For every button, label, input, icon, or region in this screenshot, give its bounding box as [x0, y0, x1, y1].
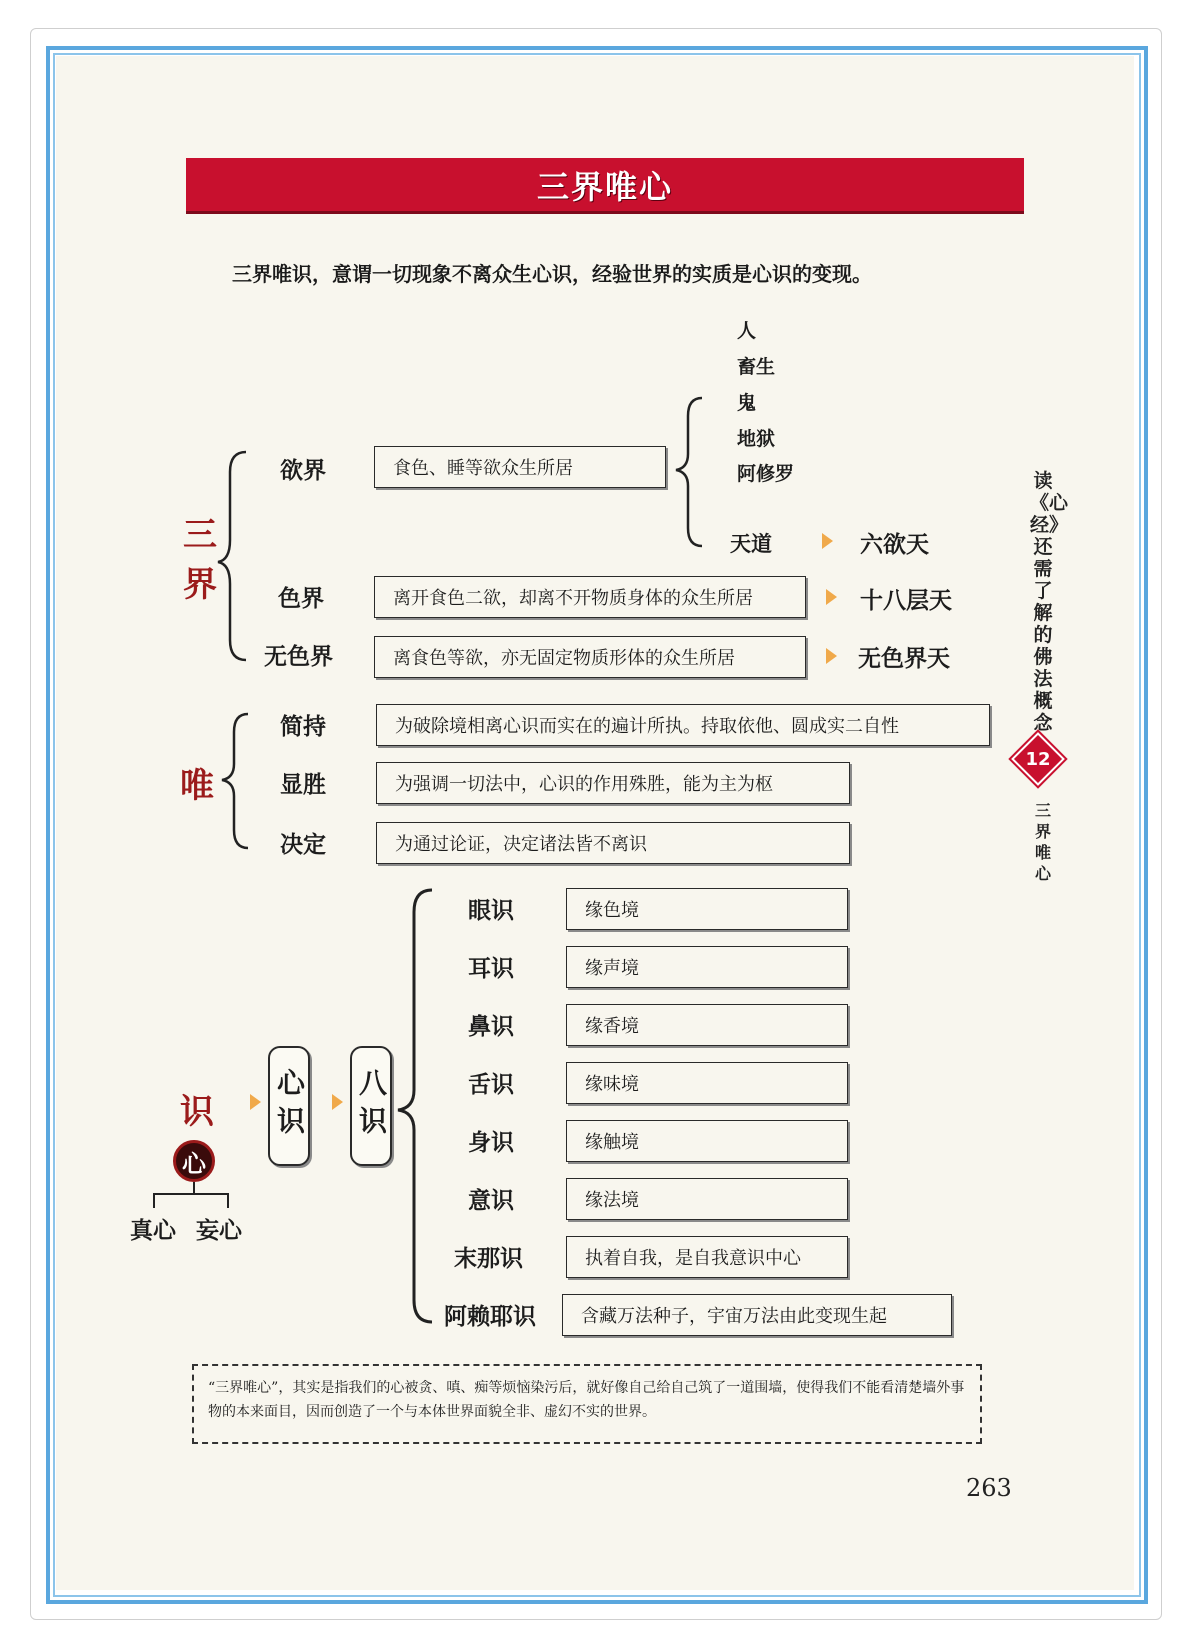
- wei-item-name: 简持: [280, 714, 326, 740]
- shi-item-name: 末那识: [454, 1246, 523, 1272]
- shi-desc-box: 缘法境: [566, 1178, 848, 1220]
- bashi-text: 八识: [355, 1068, 388, 1144]
- page-number: 263: [966, 1474, 1012, 1502]
- realm-name: 色界: [278, 586, 324, 612]
- being-item: 鬼: [737, 392, 757, 414]
- arrow-right-icon: [826, 589, 837, 605]
- wei-item-name: 决定: [280, 832, 326, 858]
- xin-circle: 心: [173, 1140, 215, 1182]
- arrow-right-icon: [250, 1094, 261, 1110]
- shi-desc-box: 缘声境: [566, 946, 848, 988]
- bashi-brace: [398, 890, 432, 1322]
- bashi-box: [350, 1046, 392, 1166]
- arrow-right-icon: [332, 1094, 343, 1110]
- being-item: 畜生: [737, 356, 776, 378]
- xinshi-box: [268, 1046, 310, 1166]
- arrow-right-icon: [826, 648, 837, 664]
- wei-desc-box: 为破除境相离心识而实在的遍计所执。持取依他、圆成实二自性: [376, 704, 990, 746]
- wei-item-name: 显胜: [280, 772, 326, 798]
- being-item: 天道: [730, 532, 772, 556]
- realm-desc-box: 食色、睡等欲众生所居: [374, 446, 666, 488]
- sidebar-title: 读《心经》还需了解的佛法概念: [1030, 470, 1069, 734]
- sanjie-brace: [218, 452, 246, 660]
- realm-result: 无色界天: [858, 646, 950, 672]
- xin-branch: 真心: [130, 1218, 176, 1244]
- page-title: 三界唯心: [536, 167, 673, 206]
- shi-label: 识: [180, 1092, 214, 1132]
- arrow-right-icon: [822, 533, 833, 549]
- wei-label: 唯: [180, 766, 214, 806]
- shi-item-name: 眼识: [468, 898, 514, 924]
- shi-item-name: 意识: [468, 1188, 514, 1214]
- chapter-number: 12: [1025, 748, 1051, 770]
- realm-desc-box: 离食色等欲，亦无固定物质形体的众生所居: [374, 636, 806, 678]
- shi-desc-box: 执着自我，是自我意识中心: [566, 1236, 848, 1278]
- shi-item-name: 鼻识: [468, 1014, 514, 1040]
- wei-desc-box: 为强调一切法中，心识的作用殊胜，能为主为枢: [376, 762, 850, 804]
- note-box: “三界唯心”，其实是指我们的心被贪、嗔、痴等烦恼染污后，就好像自己给自己筑了一道围墙，使得我们不能看清楚墙外事物的本来面目，因而创造了一个与本体世界面貌全非、虚幻不实的世界。: [192, 1364, 982, 1444]
- sanjie-label: 三界: [183, 515, 217, 605]
- realm-result: 六欲天: [860, 532, 929, 558]
- sidebar-subtitle: 三界唯心: [1034, 801, 1051, 883]
- xin-tree: [154, 1182, 228, 1208]
- realm-name: 欲界: [280, 458, 326, 484]
- shi-desc-box: 含藏万法种子，宇宙万法由此变现生起: [562, 1294, 952, 1336]
- shi-item-name: 身识: [468, 1130, 514, 1156]
- being-item: 阿修罗: [737, 463, 795, 485]
- realm-desc-box: 离开食色二欲，却离不开物质身体的众生所居: [374, 576, 806, 618]
- shi-desc-box: 缘色境: [566, 888, 848, 930]
- shi-desc-box: 缘香境: [566, 1004, 848, 1046]
- beings-brace: [676, 398, 702, 546]
- shi-item-name: 耳识: [468, 956, 514, 982]
- realm-name: 无色界: [264, 644, 333, 670]
- shi-item-name: 舌识: [468, 1072, 514, 1098]
- being-item: 地狱: [737, 428, 776, 450]
- xin-branch: 妄心: [196, 1218, 242, 1244]
- xinshi-text: 心识: [273, 1068, 306, 1144]
- wei-desc-box: 为通过论证，决定诸法皆不离识: [376, 822, 850, 864]
- being-item: 人: [737, 320, 757, 342]
- shi-item-name: 阿赖耶识: [444, 1304, 536, 1330]
- shi-desc-box: 缘触境: [566, 1120, 848, 1162]
- intro-text: 三界唯识，意谓一切现象不离众生心识，经验世界的实质是心识的变现。: [232, 262, 872, 286]
- realm-result: 十八层天: [860, 588, 952, 614]
- shi-desc-box: 缘味境: [566, 1062, 848, 1104]
- wei-brace: [222, 714, 248, 848]
